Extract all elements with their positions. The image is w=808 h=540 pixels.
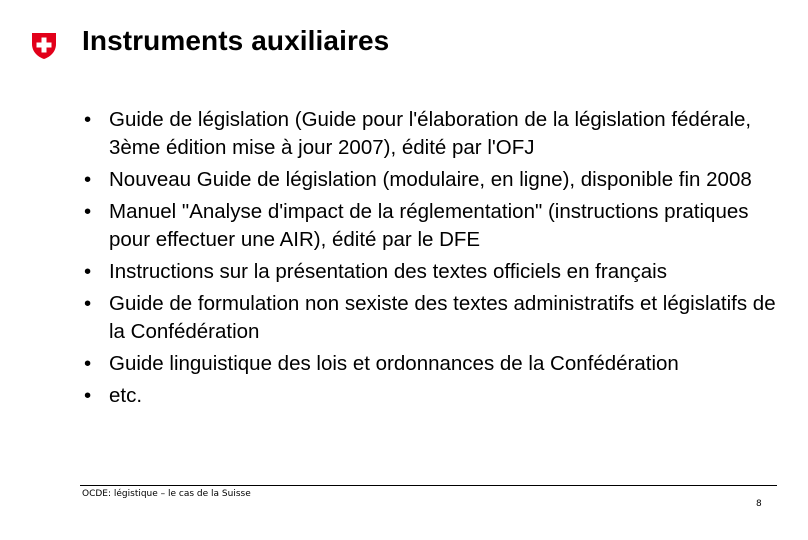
list-item xyxy=(82,258,782,286)
list-item-text: Instructions sur la présentation des textes officiels en français xyxy=(109,260,667,283)
bullet-marker: • xyxy=(84,168,92,191)
bullet-marker: • xyxy=(84,200,92,223)
list-item-text: etc. xyxy=(109,384,143,407)
page-title: Instruments auxiliaires xyxy=(82,25,390,56)
list-item-text: Guide linguistique des lois et ordonnances de la Confédération xyxy=(109,352,679,375)
page-number: 8 xyxy=(756,499,762,509)
bullet-marker: • xyxy=(84,260,92,283)
list-item xyxy=(82,382,782,410)
bullet-marker: • xyxy=(84,292,92,315)
bullet-list xyxy=(82,106,782,414)
list-item-text: Guide de formulation non sexiste des textes administratifs et législatifs de la Confédération xyxy=(109,292,776,343)
bullet-marker: • xyxy=(84,384,92,407)
footer-caption: OCDE: légistique – le cas de la Suisse xyxy=(82,489,251,499)
list-item-text: Manuel "Analyse d'impact de la réglementation" (instructions pratiques pour effectuer une AIR), édité par le DFE xyxy=(109,200,749,251)
list-item xyxy=(82,350,782,378)
bullet-marker: • xyxy=(84,352,92,375)
bullet-marker: • xyxy=(84,108,92,131)
footer-divider xyxy=(80,485,777,486)
list-item xyxy=(82,198,782,254)
swiss-cross-shield-icon xyxy=(31,32,57,60)
list-item xyxy=(82,106,782,162)
list-item xyxy=(82,166,782,194)
list-item xyxy=(82,290,782,346)
list-item-text: Guide de législation (Guide pour l'élaboration de la législation fédérale, 3ème édition mise à jour 2007), édité par l'OFJ xyxy=(109,108,752,159)
list-item-text: Nouveau Guide de législation (modulaire, en ligne), disponible fin 2008 xyxy=(109,168,752,191)
